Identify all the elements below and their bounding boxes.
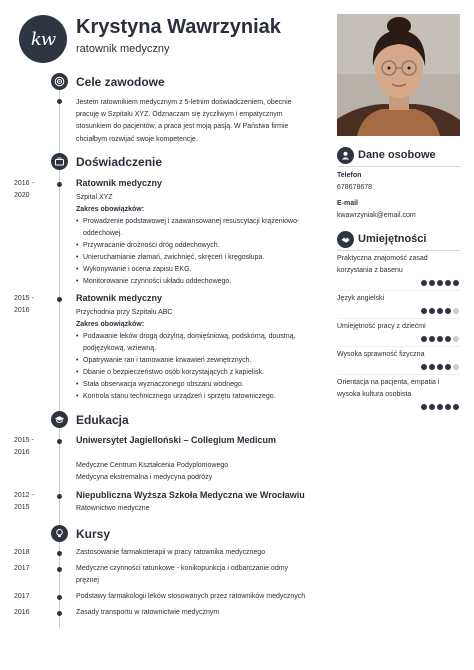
- rating-dot-filled: [429, 404, 435, 410]
- rating-dot-empty: [453, 364, 459, 370]
- course-year: 2017: [14, 593, 30, 600]
- timeline-dot: [57, 297, 62, 302]
- courses-heading: Kursy: [76, 527, 111, 541]
- edu-date-end: 2015: [14, 504, 30, 511]
- rating-dot-filled: [421, 336, 427, 342]
- course-name: Medyczne czynności ratunkowe - konikopunkcja i odbarczanie odmy: [76, 565, 289, 572]
- edu-date-start: 2015 -: [14, 437, 34, 444]
- rating-dot-filled: [429, 336, 435, 342]
- rating-dot-filled: [437, 336, 443, 342]
- email-value: kwawrzyniak@email.com: [337, 212, 416, 219]
- course-name: Zastosowanie farmakoterapii w pracy ratownika medycznego: [76, 549, 266, 556]
- skill-rating: [421, 308, 459, 314]
- rating-dot-empty: [453, 308, 459, 314]
- timeline-dot: [57, 99, 62, 104]
- course-name: Zasady transportu w ratownictwie medycznym: [76, 609, 220, 616]
- experience-heading: Doświadczenie: [76, 155, 163, 169]
- initials-text: kw: [30, 28, 56, 50]
- rating-dot-filled: [445, 280, 451, 286]
- target-icon: [51, 73, 68, 90]
- timeline-line: [59, 90, 60, 628]
- graduation-cap-icon: [51, 411, 68, 428]
- divider: [337, 374, 460, 375]
- job-date-start: 2016 -: [14, 180, 34, 187]
- rating-dot-filled: [429, 364, 435, 370]
- rating-dot-filled: [429, 280, 435, 286]
- skill-name: Język angielski: [337, 295, 385, 302]
- edu-date-start: 2012 -: [14, 492, 34, 499]
- rating-dot-filled: [437, 404, 443, 410]
- duty-item-continued: oddechowej.: [83, 230, 123, 237]
- skill-name-continued: korzystania z basenu: [337, 267, 403, 274]
- rating-dot-filled: [445, 404, 451, 410]
- rating-dot-empty: [453, 336, 459, 342]
- profile-photo: [337, 14, 460, 136]
- job-company: Szpital XYZ: [76, 194, 113, 201]
- job-date-start: 2015 -: [14, 295, 34, 302]
- course-year: 2018: [14, 549, 30, 556]
- skill-name: Wysoka sprawność fizyczna: [337, 351, 425, 358]
- course-name: Podstawy farmakologii leków stosowanych przez ratowników medycznych: [76, 593, 306, 600]
- course-year: 2016: [14, 609, 30, 616]
- rating-dot-filled: [445, 336, 451, 342]
- rating-dot-filled: [437, 280, 443, 286]
- rating-dot-filled: [421, 280, 427, 286]
- skill-rating: [421, 336, 459, 342]
- rating-dot-filled: [453, 404, 459, 410]
- education-heading: Edukacja: [76, 413, 129, 427]
- timeline-dot: [57, 595, 62, 600]
- skill-name: Umiejętność pracy z dziećmi: [337, 323, 426, 330]
- timeline-dot: [57, 182, 62, 187]
- phone-value: 678678678: [337, 184, 373, 191]
- job-date-end: 2016: [14, 307, 30, 314]
- timeline-dot: [57, 494, 62, 499]
- user-icon: [337, 147, 354, 164]
- course-name-continued: prężnej: [76, 577, 99, 584]
- divider: [337, 166, 460, 167]
- edu-school: Niepubliczna Wyższa Szkoła Medyczna we Wrocławiu: [76, 490, 305, 500]
- divider: [337, 318, 460, 319]
- skill-name: Orientacja na pacjenta, empatia i: [337, 379, 440, 386]
- edu-line: Ratownictwo medyczne: [76, 505, 150, 512]
- rating-dot-filled: [453, 280, 459, 286]
- rating-dot-filled: [445, 308, 451, 314]
- email-label: E-mail: [337, 200, 359, 207]
- timeline-dot: [57, 611, 62, 616]
- job-date-end: 2020: [14, 192, 30, 199]
- rating-dot-filled: [429, 308, 435, 314]
- job-title: Ratownik medyczny: [76, 293, 163, 303]
- edu-line: Medyczne Centrum Kształcenia Podyplomowego: [76, 462, 229, 469]
- full-name: Krystyna Wawrzyniak: [76, 16, 281, 38]
- phone-label: Telefon: [337, 172, 362, 179]
- skills-heading: Umiejętności: [358, 233, 427, 245]
- skill-rating: [421, 364, 459, 370]
- edu-school: Uniwersytet Jagielloński – Collegium Medicum: [76, 435, 277, 445]
- duty-item-continued: podjęzykową, wziewną.: [83, 345, 157, 352]
- edu-date-end: 2016: [14, 449, 30, 456]
- skill-name-continued: wysoka kultura osobista: [337, 391, 412, 398]
- edu-line: Medycyna ekstremalna i medycyna podróży: [76, 474, 213, 481]
- portrait-illustration: [337, 14, 460, 136]
- skill-name: Praktyczna znajomość zasad: [337, 255, 428, 262]
- rating-dot-filled: [421, 404, 427, 410]
- rating-dot-filled: [421, 364, 427, 370]
- rating-dot-filled: [421, 308, 427, 314]
- rating-dot-filled: [445, 364, 451, 370]
- skill-rating: [421, 280, 459, 286]
- duties-label: Zakres obowiązków:: [76, 321, 145, 328]
- divider: [337, 346, 460, 347]
- timeline-dot: [57, 439, 62, 444]
- rating-dot-filled: [437, 364, 443, 370]
- lightbulb-icon: [51, 525, 68, 542]
- job-company: Przychodnia przy Szpitalu ABC: [76, 309, 173, 316]
- objective-text: Jestem ratownikiem medycznym z 5-letnim doświadczeniem, obecnie pracuję w Szpitalu XYZ. Odznaczam się życzliwym i empatycznym stosunkiem do pacjentów, a praca jest moją pasją. W Państwa firmie chciałbym rozwijać swoje kompetencje.: [76, 99, 292, 143]
- personal-heading: Dane osobowe: [358, 149, 436, 161]
- rating-dot-filled: [437, 308, 443, 314]
- handshake-icon: [337, 231, 354, 248]
- job-title: ratownik medyczny: [76, 43, 170, 55]
- resume-page: kw Krystyna Wawrzyniak ratownik medyczny Cele zawodowe Jestem ratownikiem medycznym z 5-letnim doświadczeniem, obecnie pracuję w Szpitalu XYZ. Odznaczam się życzliwym i empatycznym stosunkiem do pacjentów, a praca jest moją pasją. W Państwa firmie chciałbym rozwijać swoje kompetencje. Doświadczenie 2016 - 2020 Ratownik medyczny Szpital XYZ Zakres obowiązków: Prowadzenie podstawowej i zaawansowanej resuscytacji krążeniowo- oddechowej. Przywracanie drożności dróg oddechowych. Unieruchamianie złamań, zwichnięć, skręceń i kręgosłupa. Wykonywanie i ocena zapisu EKG. Monitorowanie czynności układu oddechowego. 2015 - 2016 Ratownik medyczny Przychodnia przy Szpitalu ABC Zakres obowiązków: Podawanie leków drogą dożylną, domięśniową, podskórną, doustną, podjęzykową, wziewną. Opatrywanie ran i tamowanie krwawień zewnętrznych. Dbanie o bezpieczeństwo osób korzystających z kapielisk. Stała obserwacja wyznaczonego obszaru wodnego. Kontrola stanu technicznego urządzeń i sprzętu ratowniczego. Edukacja 2015 - 2016 Uniwersytet Jagielloński – Collegium Medicum Medyczne Centrum Kształcenia Podyplomowego Medycyna ekstremalna i medycyna podróży 2012 - 2015 Niepubliczna Wyższa Szkoła Medyczna we Wrocławiu Ratownictwo medyczne Kursy 2018 Zastosowanie farmakoterapii w pracy ratownika medycznego 2017 Medyczne czynności ratunkowe - konikopunkcja i odbarczanie odmy prężnej 2017 Podstawy farmakologii leków stosowanych przez ratowników medycznych 2016 Zasady transportu w ratownictwie medycznym Dane osobowe Telefon 678678678 E-mail kwawrzyniak@email.com Umiejętności Praktyczna znajomość zasad korzystania z basenu Język angielski Umiejętność pracy z dziećmi Wysoka sprawność fizyczna Orientacja na pacjenta, empatia i wysoka kultura osobista: [0, 0, 474, 670]
- course-year: 2017: [14, 565, 30, 572]
- timeline-dot: [57, 567, 62, 572]
- timeline-dot: [57, 551, 62, 556]
- job-title: Ratownik medyczny: [76, 178, 163, 188]
- duties-label: Zakres obowiązków:: [76, 206, 145, 213]
- initials-logo: [19, 15, 67, 63]
- divider: [337, 290, 460, 291]
- objective-heading: Cele zawodowe: [76, 75, 165, 89]
- divider: [337, 250, 460, 251]
- briefcase-icon: [51, 153, 68, 170]
- skill-rating: [421, 404, 459, 410]
